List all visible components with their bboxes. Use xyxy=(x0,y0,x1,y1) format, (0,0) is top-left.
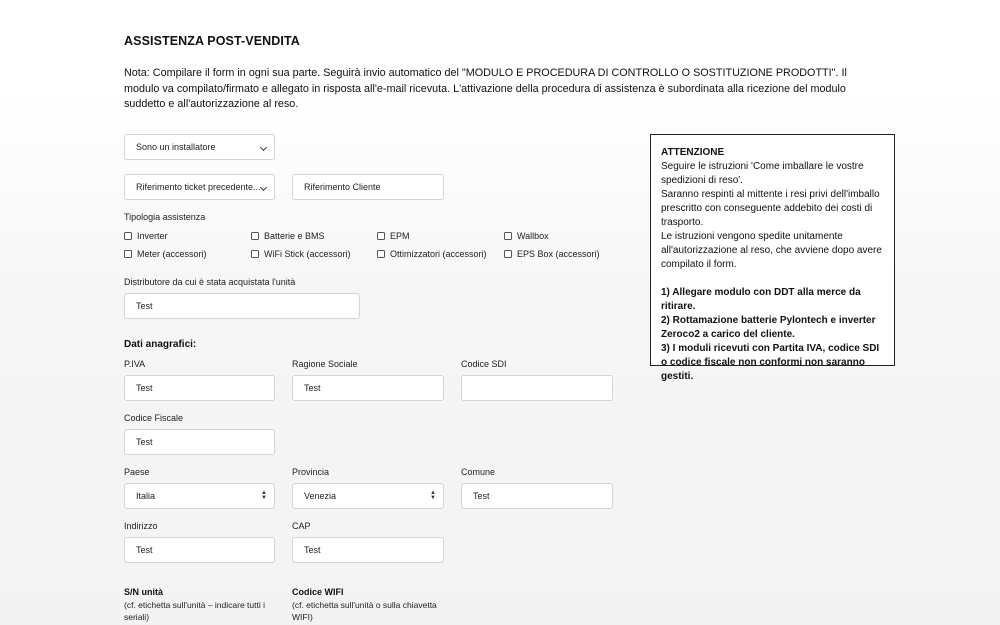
distributor-value: Test xyxy=(136,301,153,311)
checkbox-ottimizzatori[interactable] xyxy=(377,249,487,259)
provincia-select[interactable] xyxy=(292,483,444,509)
ragione-value: Test xyxy=(304,383,321,393)
cap-input[interactable] xyxy=(292,537,444,563)
checkbox-inverter[interactable] xyxy=(124,231,168,241)
updown-icon: ▲ ▼ xyxy=(430,490,436,501)
attention-b1: 1) Allegare modulo con DDT alla merce da ritirare. xyxy=(661,287,861,312)
assistance-type-label: Tipologia assistenza xyxy=(124,212,206,222)
ragione-input[interactable] xyxy=(292,375,444,401)
piva-value: Test xyxy=(136,383,153,393)
checkbox-eps-box[interactable] xyxy=(504,249,600,259)
checkbox-box[interactable] xyxy=(504,250,512,258)
attention-p1: Seguire le istruzioni 'Come imballare le vostre spedizioni di reso'. xyxy=(661,161,864,186)
attention-box xyxy=(650,134,895,382)
indirizzo-label: Indirizzo xyxy=(124,521,158,531)
attention-title: ATTENZIONE xyxy=(661,147,725,158)
checkbox-batterie[interactable] xyxy=(251,231,325,241)
checkbox-epm[interactable] xyxy=(377,231,410,241)
checkbox-label: Ottimizzatori (accessori) xyxy=(390,249,487,259)
customer-ref-input[interactable] xyxy=(292,174,444,200)
checkbox-label: Inverter xyxy=(137,231,168,241)
page-title: ASSISTENZA POST-VENDITA xyxy=(124,34,300,48)
cap-label: CAP xyxy=(292,521,311,531)
checkbox-meter[interactable] xyxy=(124,249,207,259)
attention-b3: 3) I moduli ricevuti con Partita IVA, codice SDI o codice fiscale non conformi non saranno gestiti. xyxy=(661,343,880,382)
cf-label: Codice Fiscale xyxy=(124,413,184,423)
sn-desc: (cf. etichetta sull'unità – indicare tutti i seriali) xyxy=(124,600,265,622)
checkbox-label: WiFi Stick (accessori) xyxy=(264,249,351,259)
checkbox-wifi-stick[interactable] xyxy=(251,249,351,259)
comune-value: Test xyxy=(473,491,490,501)
checkbox-label: EPS Box (accessori) xyxy=(517,249,600,259)
checkbox-label: Batterie e BMS xyxy=(264,231,325,241)
piva-input[interactable] xyxy=(124,375,275,401)
cap-value: Test xyxy=(304,545,321,555)
wifi-title: Codice WIFI xyxy=(292,587,344,597)
ragione-label: Ragione Sociale xyxy=(292,359,358,369)
checkbox-box[interactable] xyxy=(124,250,132,258)
checkbox-box[interactable] xyxy=(251,250,259,258)
paese-select[interactable] xyxy=(124,483,275,509)
checkbox-wallbox[interactable] xyxy=(504,231,549,241)
checkbox-box[interactable] xyxy=(251,232,259,240)
checkbox-box[interactable] xyxy=(504,232,512,240)
attention-b2: 2) Rottamazione batterie Pylontech e inverter Zeroco2 a carico del cliente. xyxy=(661,315,876,340)
cf-input[interactable] xyxy=(124,429,275,455)
paese-value: Italia xyxy=(136,491,156,501)
checkbox-label: Wallbox xyxy=(517,231,549,241)
paese-label: Paese xyxy=(124,467,150,477)
attention-p3: Le istruzioni vengono spedite unitamente all'autorizzazione al reso, che avviene dopo avere compilato il form. xyxy=(661,231,882,270)
sdi-input[interactable] xyxy=(461,375,613,401)
sdi-label: Codice SDI xyxy=(461,359,507,369)
ticket-select[interactable] xyxy=(124,174,275,200)
user-type-select[interactable] xyxy=(124,134,275,160)
distributor-input[interactable] xyxy=(124,293,360,319)
customer-ref-placeholder: Riferimento Cliente xyxy=(304,182,381,192)
provincia-label: Provincia xyxy=(292,467,330,477)
wifi-desc: (cf. etichetta sull'unità o sulla chiavetta WIFI) xyxy=(292,600,437,622)
attention-p2: Saranno respinti al mittente i resi privi dell'imballo prescritto con conseguente addebito dei costi di trasporto. xyxy=(661,189,880,228)
provincia-value: Venezia xyxy=(304,491,337,501)
checkbox-box[interactable] xyxy=(377,232,385,240)
checkbox-box[interactable] xyxy=(124,232,132,240)
cf-value: Test xyxy=(136,437,153,447)
user-type-select-value: Sono un installatore xyxy=(136,142,216,152)
checkbox-label: EPM xyxy=(390,231,410,241)
spacer xyxy=(661,272,884,286)
sn-title: S/N unità xyxy=(124,587,164,597)
indirizzo-input[interactable] xyxy=(124,537,275,563)
comune-input[interactable] xyxy=(461,483,613,509)
anagrafica-title: Dati anagrafici: xyxy=(124,339,197,350)
updown-icon: ▲ ▼ xyxy=(261,490,267,501)
comune-label: Comune xyxy=(461,467,496,477)
checkbox-label: Meter (accessori) xyxy=(137,249,207,259)
checkbox-box[interactable] xyxy=(377,250,385,258)
indirizzo-value: Test xyxy=(136,545,153,555)
ticket-select-value: Riferimento ticket precedente... xyxy=(136,182,261,192)
distributor-label: Distributore da cui è stata acquistata l'unità xyxy=(124,277,296,287)
piva-label: P.IVA xyxy=(124,359,146,369)
form-note: Nota: Compilare il form in ogni sua parte. Seguirà invio automatico del "MODULO E PROCEDURA DI CONTROLLO O SOSTITUZIONE PRODOTTI". Il modulo va compilato/firmato e allegato in risposta all'e-mail ricevuta. L'attivazione della procedura di assistenza è subordinata alla ricezione del modulo suddetto e all'autorizzazione al reso. xyxy=(124,67,847,110)
